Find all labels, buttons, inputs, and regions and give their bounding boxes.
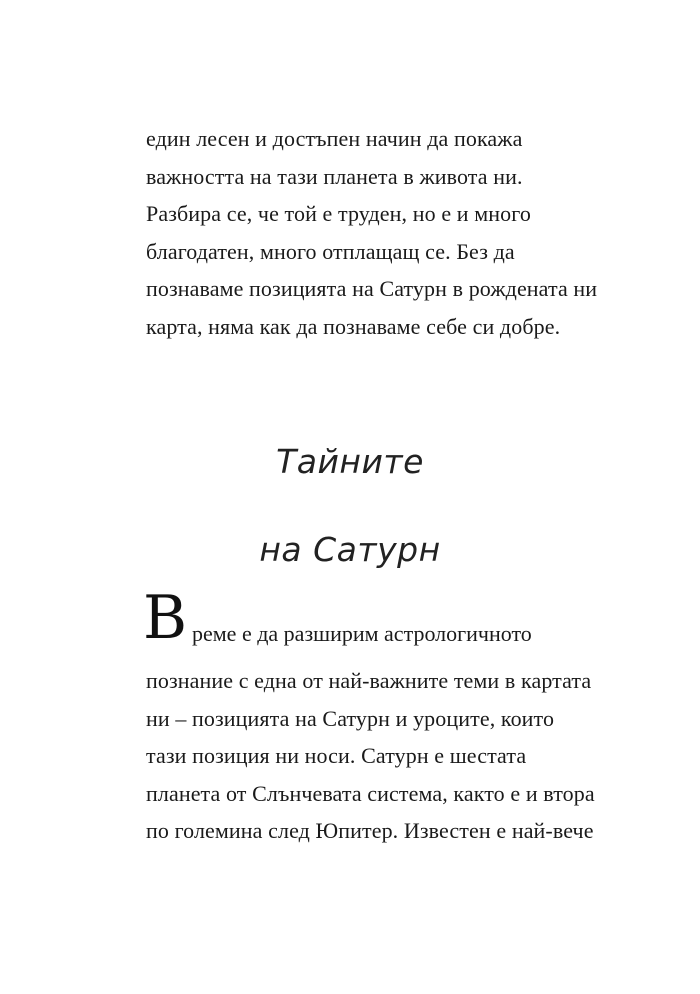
text-line: Разбира се, че той е труден, но е и много	[146, 201, 531, 226]
text-line: един лесен и достъпен начин да покажа	[146, 126, 523, 151]
text-line: по големина след Юпитер. Известен е най-вече	[146, 818, 594, 843]
paragraph-lines	[146, 662, 595, 850]
drop-cap: В	[143, 583, 188, 653]
text-line: планета от Слънчевата система, както е и втора	[146, 780, 595, 806]
paragraph-top	[146, 120, 598, 345]
chapter-title-line-1: Тайните	[276, 442, 424, 481]
text-line: познаваме позицията на Сатурн в рождената ни	[146, 276, 598, 301]
text-line: благодатен, много отплащащ се. Без да	[146, 238, 515, 264]
text-line: ни – позицията на Сатурн и уроците, които	[146, 705, 555, 731]
text-line: тази позиция ни носи. Сатурн е шестата	[146, 743, 527, 768]
first-line-text: реме е да разширим астрологичното	[192, 621, 532, 646]
text-line: познание с една от най-важните теми в картата	[146, 668, 592, 693]
chapter-title-line-2: на Сатурн	[259, 530, 441, 569]
first-line	[143, 583, 596, 656]
text-line: важността на тази планета в живота ни.	[146, 163, 523, 189]
text-line: карта, няма как да познаваме себе си добре.	[146, 313, 561, 339]
paragraph-bottom	[143, 583, 596, 843]
